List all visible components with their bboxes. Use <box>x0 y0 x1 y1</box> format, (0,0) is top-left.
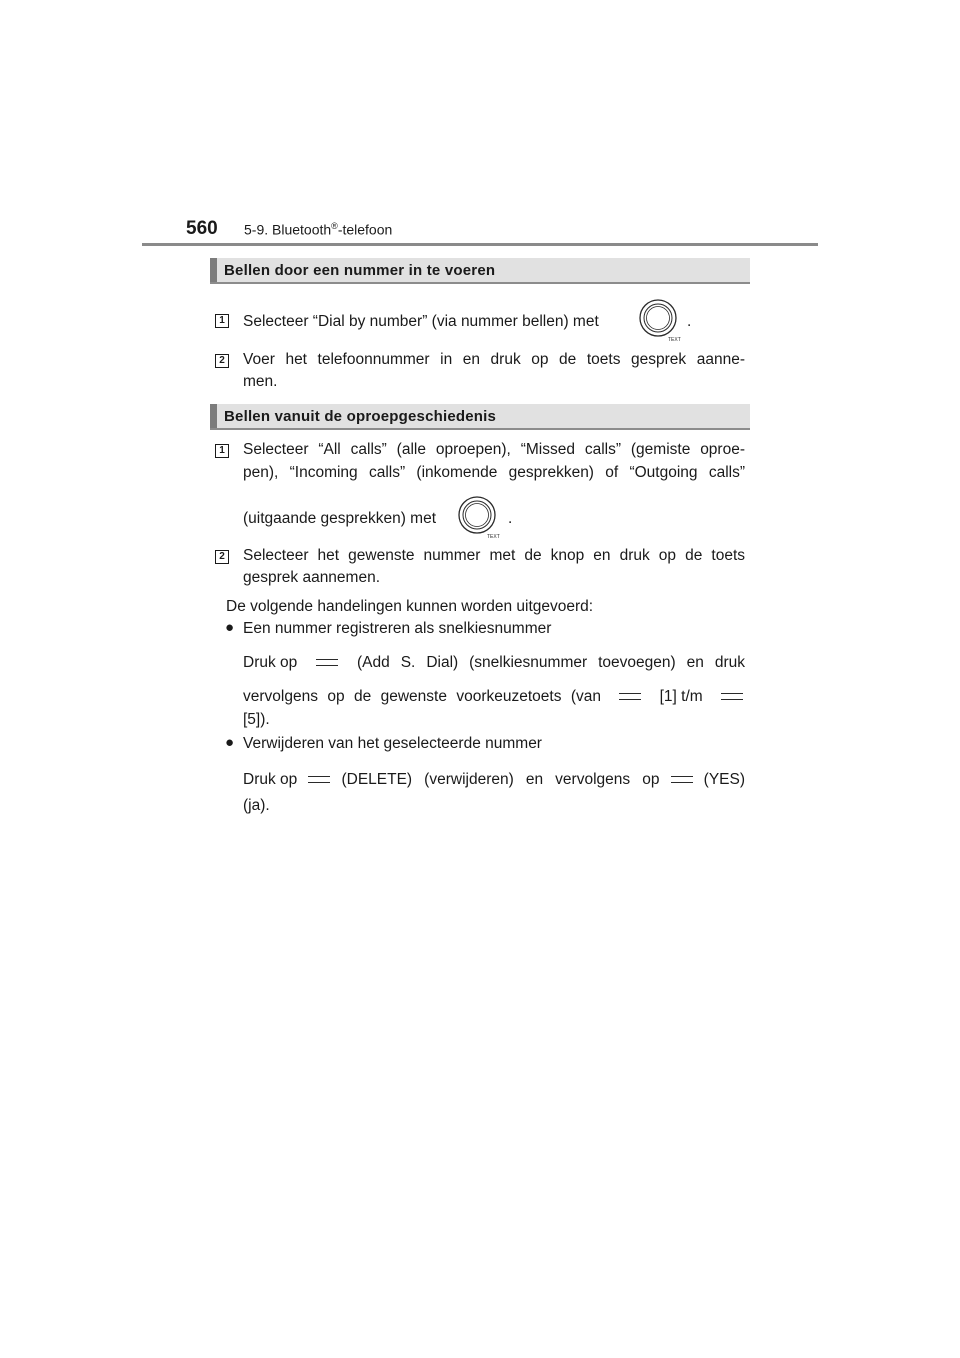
step-text-line: gesprek aannemen. <box>243 569 381 586</box>
step-text-line: (uitgaande gesprekken) met <box>243 510 437 527</box>
step-end: . <box>508 510 513 527</box>
operation-text: Druk op <box>243 771 298 788</box>
step-end: . <box>687 313 692 330</box>
operation-text: Druk op <box>243 654 298 671</box>
preset-button-icon <box>316 659 338 666</box>
knob-label: TEXT <box>668 337 681 343</box>
operation-text: (DELETE) (verwijderen) en vervolgens op <box>341 771 660 788</box>
section-path <box>244 221 392 238</box>
step-text-line: men. <box>243 373 278 390</box>
step-badge: 2 <box>215 550 229 564</box>
operation-title: Verwijderen van het geselecteerde nummer <box>243 735 542 752</box>
step-text-line: Voer het telefoonnummer in en druk op de toets gesprek aanne- <box>243 351 745 368</box>
section-suffix: -telefoon <box>337 221 393 238</box>
step-text-line: Selecteer “Dial by number” (via nummer bellen) met <box>243 313 599 330</box>
knob-label: TEXT <box>487 534 500 540</box>
preset-button-icon <box>671 776 693 783</box>
tune-knob-icon <box>637 297 683 343</box>
operation-text: [5]). <box>243 711 270 728</box>
section-prefix: 5-9. Bluetooth <box>244 221 332 238</box>
operation-text: [1] t/m <box>659 688 703 705</box>
preset-button-icon <box>619 693 641 700</box>
bullet-icon: ● <box>225 734 235 751</box>
page-number: 560 <box>186 218 218 239</box>
operation-line <box>243 686 745 708</box>
step-text <box>243 506 753 546</box>
step-badge: 1 <box>215 444 229 458</box>
operation-line <box>243 769 745 791</box>
operation-title: Een nummer registreren als snelkiesnummer <box>243 620 552 637</box>
section-heading-dial-number <box>210 258 750 284</box>
step-text-line: Selecteer “All calls” (alle oproepen), “Missed calls” (gemiste oproe- <box>243 441 745 458</box>
tune-knob-icon <box>456 494 502 540</box>
operation-text: (Add S. Dial) (snelkiesnummer toevoegen) en druk <box>357 654 745 671</box>
step-text-line: pen), “Incoming calls” (inkomende gesprekken) of “Outgoing calls” <box>243 464 745 481</box>
operation-text: vervolgens op de gewenste voorkeuzetoets (van <box>243 688 601 705</box>
section-heading-call-history <box>210 404 750 430</box>
operation-line <box>243 652 745 674</box>
step-text-line: Selecteer het gewenste nummer met de knop en druk op de toets <box>243 547 745 564</box>
operation-text: (ja). <box>243 797 270 814</box>
step-badge: 2 <box>215 354 229 368</box>
registered-mark: ® <box>331 221 338 231</box>
preset-button-icon <box>308 776 330 783</box>
step-badge: 1 <box>215 314 229 328</box>
operation-text: (YES) <box>703 771 745 788</box>
bullet-icon: ● <box>225 619 235 636</box>
preset-button-icon <box>721 693 743 700</box>
operations-intro: De volgende handelingen kunnen worden uitgevoerd: <box>226 598 594 615</box>
section-heading-text: Bellen door een nummer in te voeren <box>224 262 496 279</box>
section-heading-text: Bellen vanuit de oproepgeschiedenis <box>224 408 497 425</box>
header-rule <box>142 243 818 246</box>
